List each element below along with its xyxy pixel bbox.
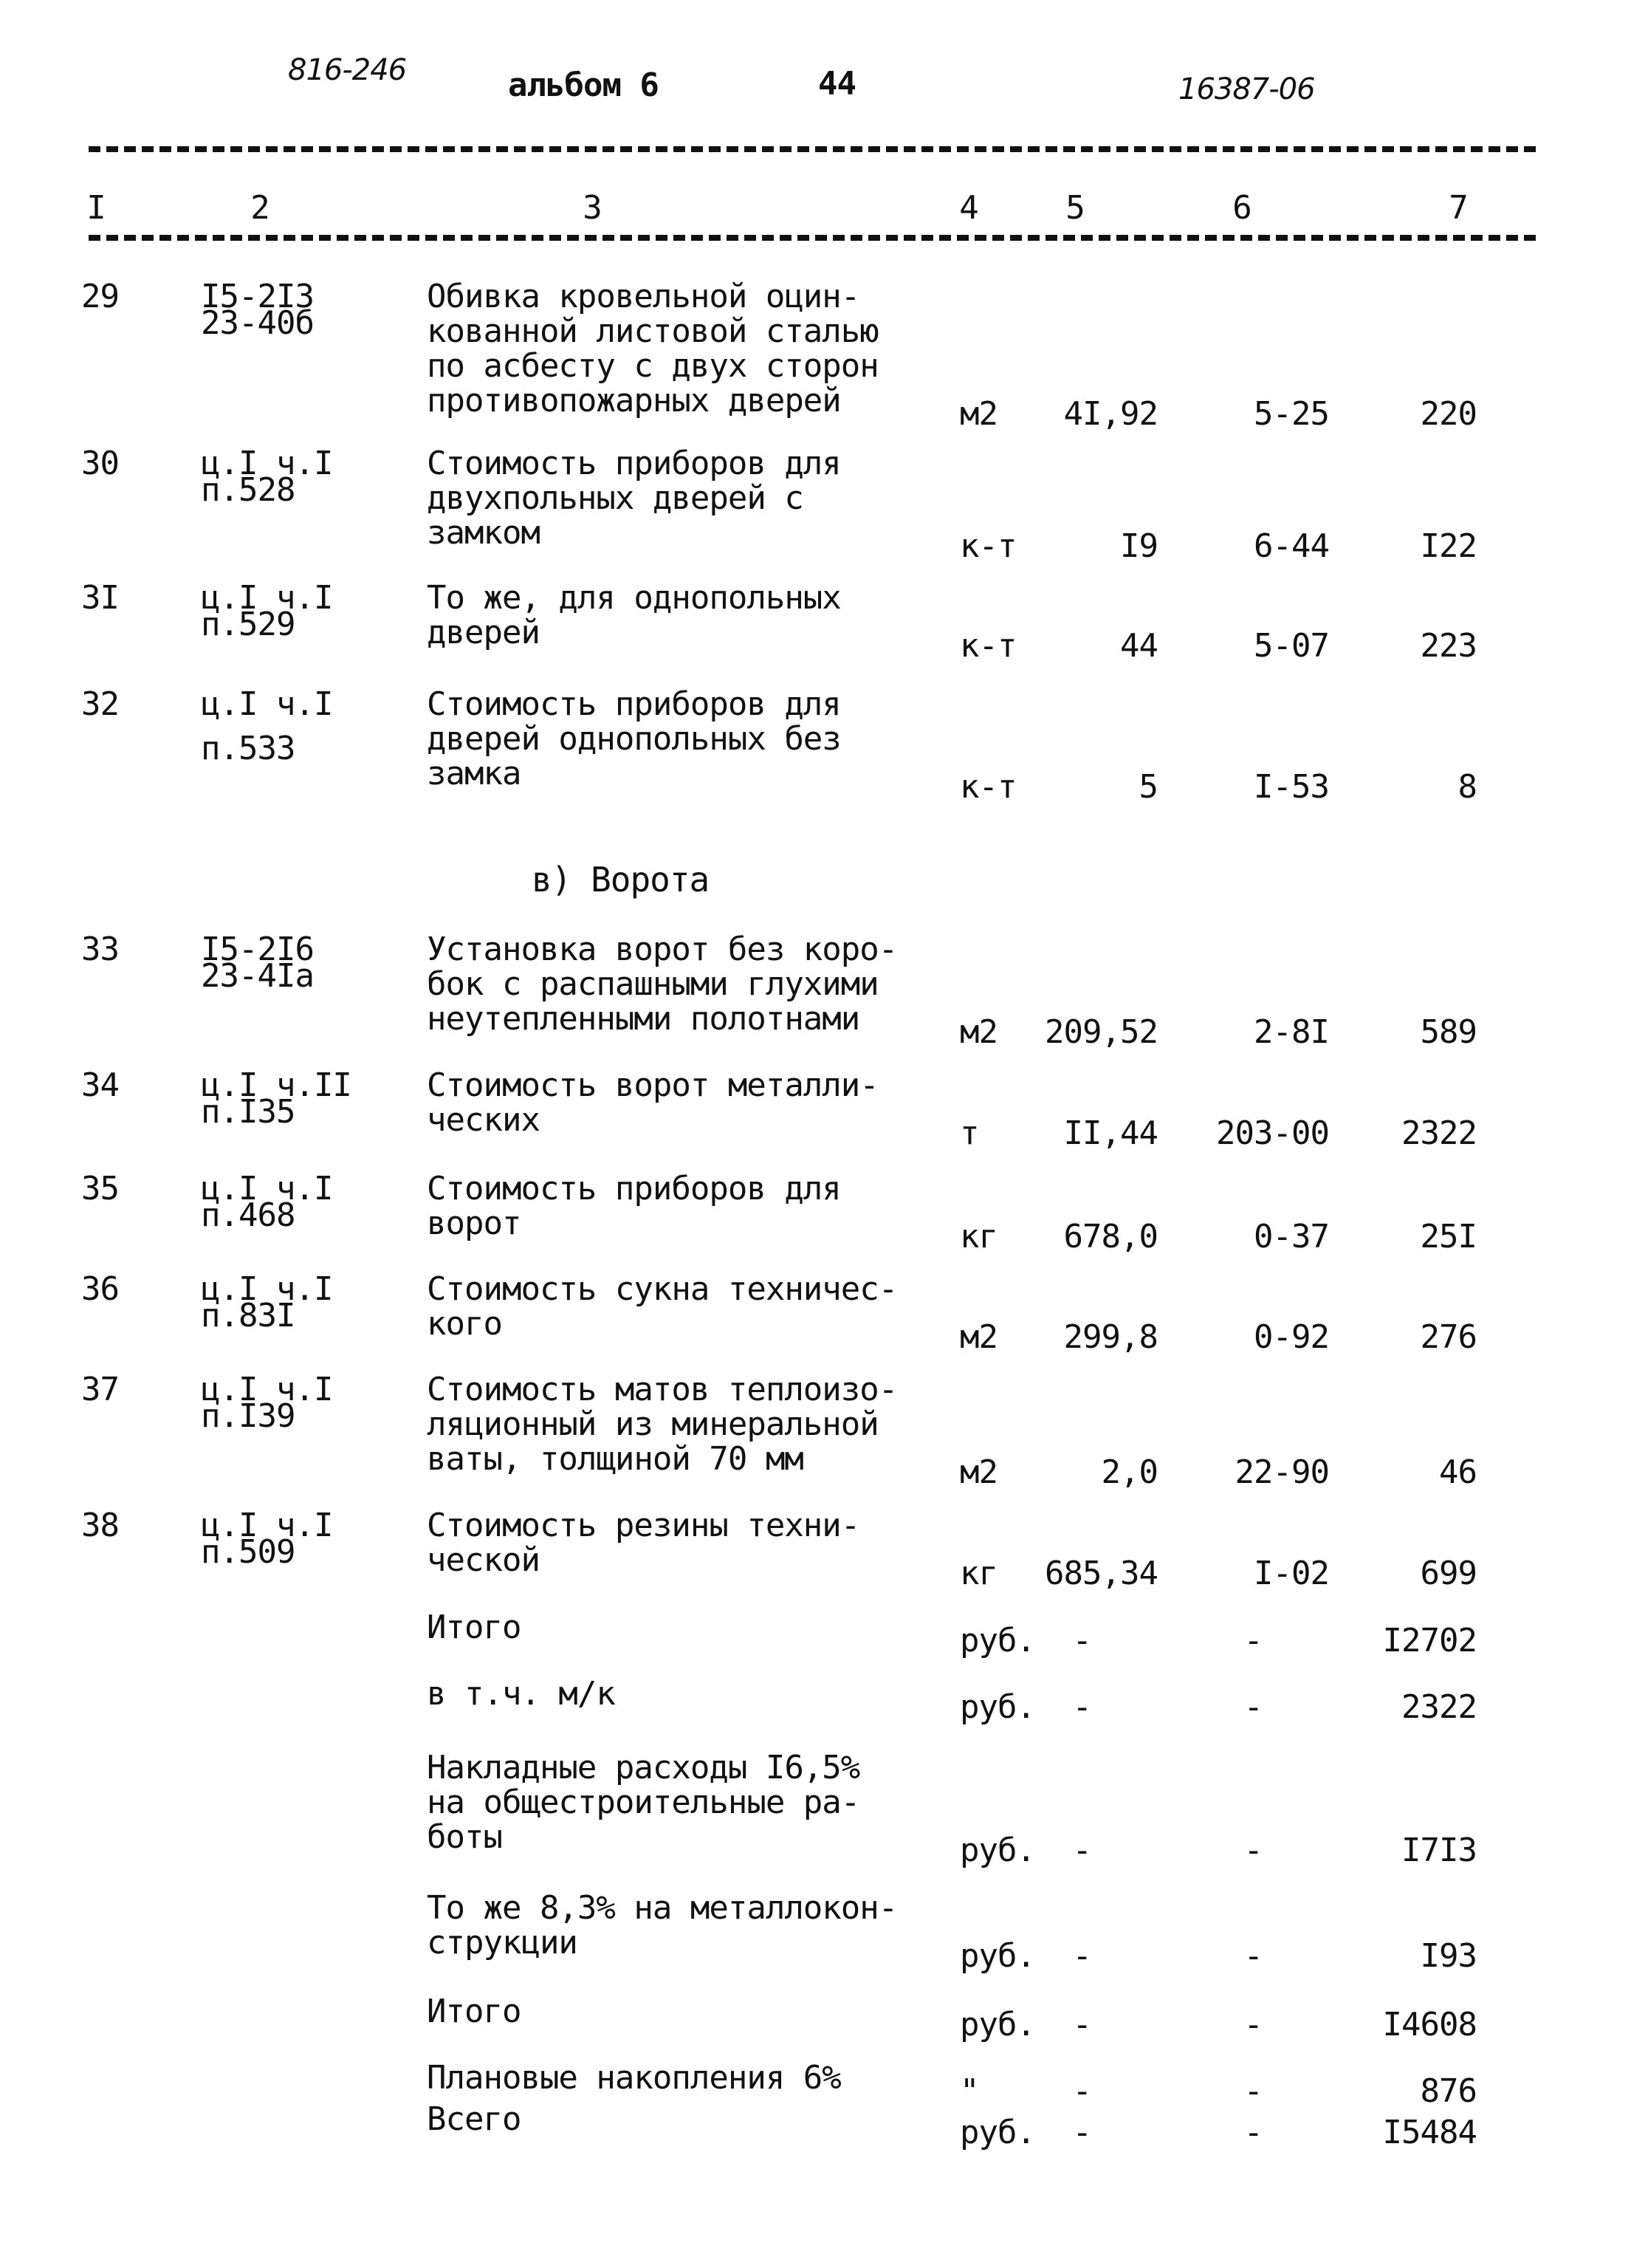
- row-reference: ц.I ч.I: [201, 1270, 333, 1308]
- row-total: 220: [1420, 395, 1477, 433]
- totals-label: То же 8,3% на металлокон-: [427, 1889, 898, 1927]
- row-total: I22: [1420, 527, 1477, 565]
- totals-quantity: -: [1072, 1622, 1091, 1659]
- row-price: 203-00: [1216, 1114, 1329, 1152]
- row-reference: ц.I ч.I: [201, 1507, 333, 1544]
- row-unit: м2: [960, 1013, 998, 1051]
- row-quantity: 5: [1139, 768, 1158, 806]
- row-unit: кг: [960, 1555, 998, 1592]
- totals-total: I7I3: [1401, 1832, 1477, 1869]
- row-price: I-53: [1254, 768, 1329, 806]
- row-description: замком: [427, 514, 540, 552]
- row-reference: ц.I ч.I: [201, 445, 333, 482]
- row-description: ляционный из минеральной: [427, 1405, 879, 1443]
- totals-unit: руб.: [960, 1688, 1035, 1726]
- totals-price: -: [1243, 1622, 1263, 1659]
- row-description: Стоимость приборов для: [427, 685, 841, 723]
- totals-price: -: [1243, 1688, 1263, 1726]
- row-price: 0-92: [1254, 1318, 1329, 1356]
- row-description: Стоимость матов теплоизо-: [427, 1371, 898, 1408]
- row-quantity: 678,0: [1063, 1218, 1158, 1255]
- totals-quantity: -: [1072, 2114, 1091, 2151]
- row-unit: к-т: [960, 768, 1017, 806]
- row-description: кованной листовой сталью: [427, 312, 879, 350]
- row-unit: м2: [960, 1318, 998, 1356]
- album-handwritten: 816-246: [288, 53, 407, 87]
- totals-total: I5484: [1382, 2114, 1477, 2151]
- totals-quantity: -: [1072, 1937, 1091, 1975]
- table-header-rule: [89, 235, 1536, 241]
- row-description: То же, для однопольных: [427, 579, 841, 617]
- row-price: 22-90: [1235, 1453, 1329, 1491]
- row-description: замка: [427, 755, 521, 792]
- row-number: 34: [81, 1066, 119, 1104]
- album-label: альбом 6: [508, 66, 659, 104]
- row-reference: I5-2I3: [201, 278, 314, 315]
- totals-label: боты: [427, 1818, 502, 1856]
- row-price: I-02: [1254, 1555, 1329, 1592]
- totals-label: в т.ч. м/к: [427, 1675, 615, 1713]
- row-reference: п.509: [201, 1533, 295, 1571]
- row-quantity: II,44: [1063, 1114, 1158, 1152]
- totals-label: Итого: [427, 1993, 521, 2030]
- totals-label: Итого: [427, 1609, 521, 1646]
- totals-unit: руб.: [960, 1832, 1035, 1869]
- row-reference: ц.I ч.I: [201, 685, 333, 723]
- row-number: 30: [81, 445, 119, 482]
- totals-label: струкции: [427, 1924, 577, 1962]
- totals-total: 876: [1420, 2072, 1477, 2110]
- row-description: ваты, толщиной 70 мм: [427, 1440, 803, 1478]
- row-number: 36: [81, 1270, 119, 1308]
- row-description: ворот: [427, 1205, 521, 1242]
- totals-quantity: -: [1072, 1688, 1091, 1726]
- totals-total: I4608: [1382, 2006, 1477, 2043]
- row-description: Стоимость приборов для: [427, 1170, 841, 1207]
- row-description: Стоимость ворот металли-: [427, 1066, 879, 1104]
- row-unit: кг: [960, 1218, 998, 1255]
- row-description: неутепленными полотнами: [427, 1000, 860, 1038]
- row-description: противопожарных дверей: [427, 382, 841, 419]
- row-description: Стоимость сукна техничес-: [427, 1270, 898, 1308]
- row-total: 699: [1420, 1555, 1477, 1592]
- totals-quantity: -: [1072, 2006, 1091, 2043]
- row-total: 589: [1420, 1013, 1477, 1051]
- row-quantity: 685,34: [1045, 1555, 1158, 1592]
- row-number: 37: [81, 1371, 119, 1408]
- row-reference: 23-4Iа: [201, 957, 314, 995]
- column-header-7: 7: [1449, 189, 1468, 227]
- row-reference: п.I35: [201, 1093, 295, 1131]
- row-description: ческой: [427, 1541, 540, 1579]
- row-description: бок с распашными глухими: [427, 965, 879, 1003]
- table-top-rule: [89, 146, 1536, 152]
- totals-unit: руб.: [960, 1622, 1035, 1659]
- row-reference: I5-2I6: [201, 931, 314, 968]
- row-unit: м2: [960, 1453, 998, 1491]
- row-quantity: 4I,92: [1063, 395, 1158, 433]
- row-reference: ц.I ч.I: [201, 1170, 333, 1207]
- row-reference: ц.I ч.I: [201, 1371, 333, 1408]
- totals-price: -: [1243, 2072, 1263, 2110]
- row-description: Обивка кровельной оцин-: [427, 278, 860, 315]
- totals-price: -: [1243, 2114, 1263, 2151]
- totals-total: 2322: [1401, 1688, 1477, 1726]
- totals-total: I2702: [1382, 1622, 1477, 1659]
- row-description: дверей однопольных без: [427, 720, 841, 758]
- row-price: 0-37: [1254, 1218, 1329, 1255]
- row-total: 276: [1420, 1318, 1477, 1356]
- column-header-4: 4: [959, 189, 978, 227]
- row-reference: 23-40б: [201, 304, 314, 342]
- row-price: 5-25: [1254, 395, 1329, 433]
- row-reference: п.528: [201, 471, 295, 509]
- row-description: кого: [427, 1305, 502, 1343]
- row-description: дверей: [427, 614, 540, 651]
- row-total: 223: [1420, 627, 1477, 665]
- row-reference: п.83I: [201, 1297, 295, 1335]
- totals-unit: ": [960, 2072, 979, 2110]
- row-unit: к-т: [960, 627, 1017, 665]
- section-title: в) Ворота: [532, 860, 710, 900]
- row-reference: ц.I ч.II: [201, 1066, 351, 1104]
- row-price: 2-8I: [1254, 1013, 1329, 1051]
- row-description: по асбесту с двух сторон: [427, 347, 879, 385]
- column-header-3: 3: [583, 189, 602, 227]
- totals-price: -: [1243, 1937, 1263, 1975]
- row-description: двухпольных дверей с: [427, 479, 803, 517]
- row-quantity: I9: [1120, 527, 1158, 565]
- page-number: 44: [818, 65, 856, 103]
- row-number: 38: [81, 1507, 119, 1544]
- row-unit: т: [960, 1114, 979, 1152]
- row-number: 35: [81, 1170, 119, 1207]
- row-quantity: 44: [1120, 627, 1158, 665]
- row-description: Стоимость резины техни-: [427, 1507, 860, 1544]
- totals-unit: руб.: [960, 2114, 1035, 2151]
- row-description: Установка ворот без коро-: [427, 931, 898, 968]
- row-reference: п.533: [201, 730, 295, 767]
- row-number: 3I: [81, 579, 119, 617]
- row-total: 46: [1439, 1453, 1477, 1491]
- row-reference: ц.I ч.I: [201, 579, 333, 617]
- row-total: 2322: [1401, 1114, 1477, 1152]
- column-header-6: 6: [1232, 189, 1251, 227]
- row-description: ческих: [427, 1101, 540, 1139]
- doc-number-handwritten: 16387-06: [1178, 72, 1315, 106]
- totals-price: -: [1243, 1832, 1263, 1869]
- column-header-1: I: [86, 189, 106, 227]
- column-header-5: 5: [1065, 189, 1085, 227]
- totals-unit: руб.: [960, 1937, 1035, 1975]
- row-unit: м2: [960, 395, 998, 433]
- column-header-2: 2: [250, 189, 269, 227]
- row-reference: п.I39: [201, 1397, 295, 1435]
- row-number: 33: [81, 931, 119, 968]
- row-total: 25I: [1420, 1218, 1477, 1255]
- row-reference: п.468: [201, 1196, 295, 1234]
- row-number: 32: [81, 685, 119, 723]
- row-price: 5-07: [1254, 627, 1329, 665]
- totals-label: на общестроительные ра-: [427, 1784, 860, 1821]
- row-unit: к-т: [960, 527, 1017, 565]
- totals-quantity: -: [1072, 1832, 1091, 1869]
- row-price: 6-44: [1254, 527, 1329, 565]
- totals-total: I93: [1420, 1937, 1477, 1975]
- row-quantity: 2,0: [1101, 1453, 1158, 1491]
- row-description: Стоимость приборов для: [427, 445, 841, 482]
- totals-label: Плановые накопления 6%: [427, 2059, 841, 2097]
- row-quantity: 299,8: [1063, 1318, 1158, 1356]
- row-reference: п.529: [201, 606, 295, 643]
- totals-label: Всего: [427, 2100, 521, 2138]
- row-total: 8: [1457, 768, 1477, 806]
- totals-quantity: -: [1072, 2072, 1091, 2110]
- totals-price: -: [1243, 2006, 1263, 2043]
- row-quantity: 209,52: [1045, 1013, 1158, 1051]
- totals-label: Накладные расходы I6,5%: [427, 1749, 860, 1786]
- row-number: 29: [81, 278, 119, 315]
- totals-unit: руб.: [960, 2006, 1035, 2043]
